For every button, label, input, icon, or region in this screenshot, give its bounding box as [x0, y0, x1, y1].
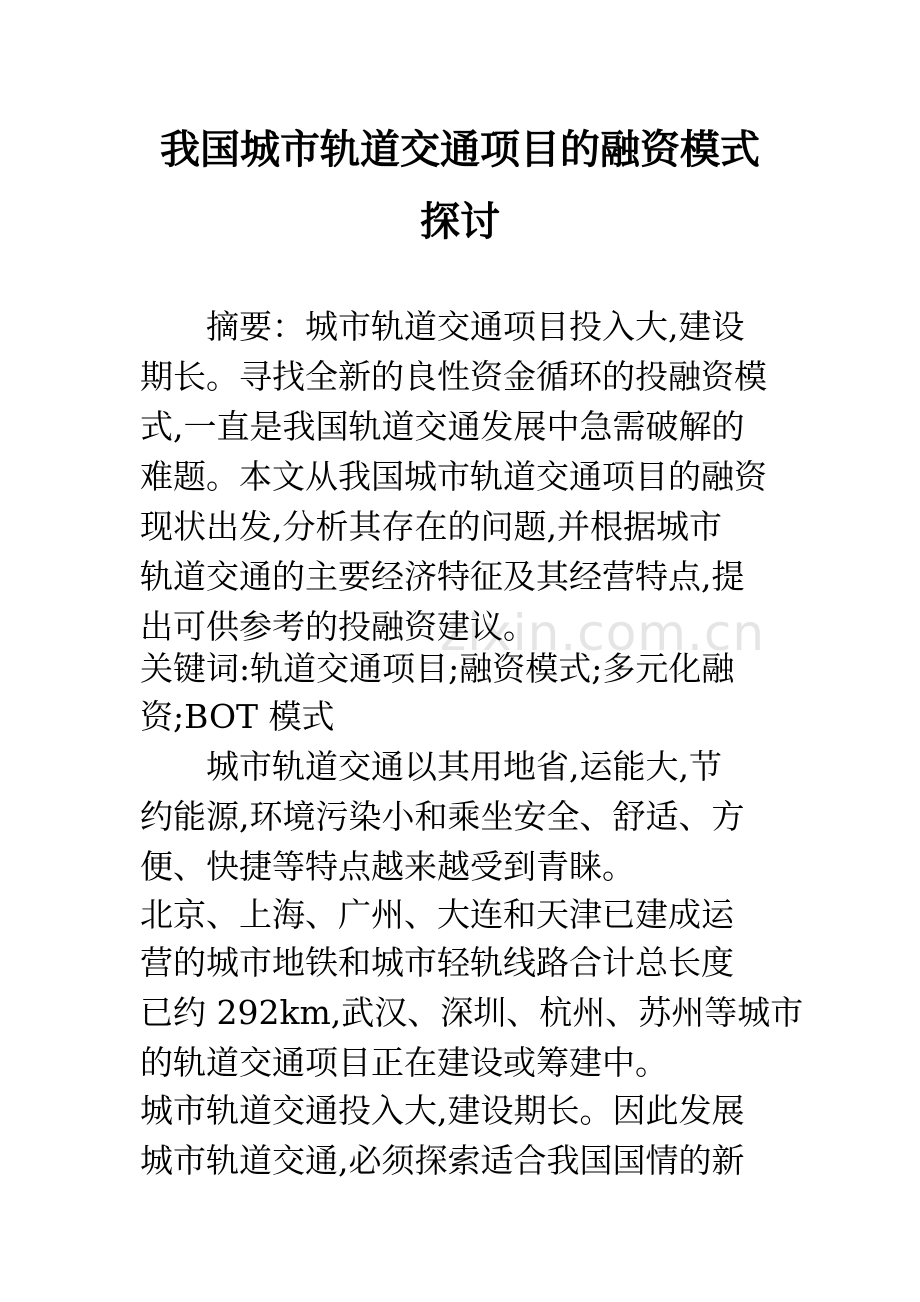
body-line: 式,一直是我国轨道交通发展中急需破解的: [140, 407, 745, 446]
document-title-line-2: 探讨: [420, 199, 500, 245]
body-line: 出可供参考的投融资建议。: [140, 607, 536, 646]
watermark: zixin.com.cn: [440, 604, 766, 662]
body-line: 北京、上海、广州、大连和天津已建成运: [140, 895, 734, 934]
document-title-line-1: 我国城市轨道交通项目的融资模式: [160, 127, 760, 173]
body-line: 城市轨道交通以其用地省,运能大,节: [140, 747, 722, 786]
body-line: 城市轨道交通投入大,建设期长。因此发展: [140, 1091, 745, 1130]
body-line: 的轨道交通项目正在建设或筹建中。: [140, 1043, 668, 1082]
body-line: 轨道交通的主要经济特征及其经营特点,提: [140, 557, 745, 596]
keywords-line: 关键词:轨道交通项目;融资模式;多元化融: [140, 649, 735, 688]
body-line: 约能源,环境污染小和乘坐安全、舒适、方: [140, 797, 745, 836]
body-line: 便、快捷等特点越来越受到青睐。: [140, 847, 635, 886]
keywords-line: 资;BOT 模式: [140, 697, 335, 736]
body-line: 营的城市地铁和城市轻轨线路合计总长度: [140, 943, 734, 982]
body-line: 现状出发,分析其存在的问题,并根据城市: [140, 507, 722, 546]
body-line: 城市轨道交通,必须探索适合我国国情的新: [140, 1141, 745, 1180]
body-line: 期长。寻找全新的良性资金循环的投融资模: [140, 357, 767, 396]
body-line: 已约 292km,武汉、深圳、杭州、苏州等城市: [140, 993, 804, 1032]
body-line: 难题。本文从我国城市轨道交通项目的融资: [140, 457, 767, 496]
body-line: 摘要：城市轨道交通项目投入大,建设: [140, 307, 745, 346]
